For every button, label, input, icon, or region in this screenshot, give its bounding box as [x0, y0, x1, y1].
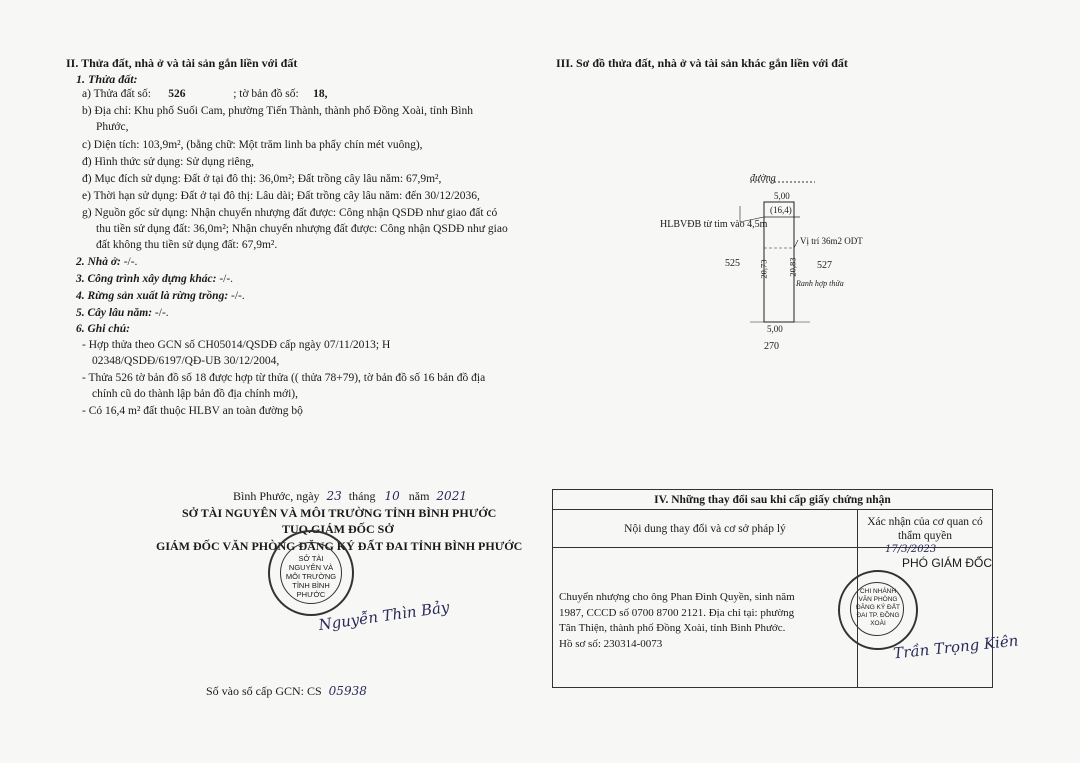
bottom-neighbor: 270: [764, 341, 779, 352]
usage-form-line: đ) Hình thức sử dụng: Sử dụng riêng,: [82, 156, 255, 168]
issue-date: Bình Phước, ngày 23 tháng 10 năm 2021: [233, 489, 467, 503]
org-name: SỞ TÀI NGUYÊN VÀ MÔI TRƯỜNG TỈNH BÌNH PHƯỚC: [182, 506, 497, 520]
left-side-length: 20,73: [758, 259, 769, 279]
origin-line: g) Nguồn gốc sử dụng: Nhận chuyển nhượng đất được: Công nhận QSDĐ như giao đất có: [82, 207, 498, 219]
official-stamp: SỞ TÀI NGUYÊN VÀ MÔI TRƯỜNG TỈNH BÌNH PHƯỚC: [268, 530, 354, 616]
confirm-date: 17/3/2023: [885, 544, 937, 555]
address-line-2: Phước,: [96, 121, 129, 133]
merge-note: Ranh hợp thửa: [796, 279, 844, 288]
parcel-number: 526: [168, 88, 186, 100]
parcel-line: a) Thửa đất số: 526 ; tờ bản đồ số: 18,: [82, 88, 328, 100]
origin-line-2: thu tiền sử dụng đất: 36,0m²; Nhận chuyển nhượng đất được: Công nhận QSDĐ như giao: [96, 223, 508, 235]
notes-title: 6. Ghi chú:: [76, 323, 130, 335]
area-line: c) Diện tích: 103,9m², (bằng chữ: Một trăm linh ba phẩy chín mét vuông),: [82, 139, 423, 151]
tuq-title: TUQ.GIÁM ĐỐC SỞ: [282, 522, 394, 536]
change-entry: Chuyển nhượng cho ông Phan Đình Quyền, sinh năm 1987, CCCD số 0700 8700 2121. Địa chỉ tại: phường Tân Thiện, thành phố Đồng Xoài, tỉnh Bình Phước. Hồ sơ số: 230314-0073: [553, 548, 858, 688]
hlbv-note: HLBVĐB từ tim vào 4,5m: [660, 219, 768, 230]
confirm-signer: Trần Trọng Kiên: [892, 631, 1020, 663]
origin-line-3: đất không thu tiền sử dụng đất: 67,9m².: [96, 239, 278, 251]
note-2-cont: chính cũ do thành lập bản đồ địa chính mới),: [92, 388, 299, 400]
signer-name: Nguyễn Thìn Bảy: [317, 597, 451, 635]
note-1-cont: 02348/QSDĐ/6197/QĐ-UB 30/12/2004,: [92, 355, 280, 367]
note-1: - Hợp thửa theo GCN số CH05014/QSDĐ cấp ngày 07/11/2013; H: [82, 339, 391, 351]
left-neighbor: 525: [725, 258, 740, 269]
right-side-length: 20,83: [787, 257, 798, 277]
right-neighbor: 527: [817, 260, 832, 271]
changes-col-confirm: Xác nhận của cơ quan có thẩm quyền: [858, 510, 993, 548]
director-title: GIÁM ĐỐC VĂN PHÒNG ĐĂNG KÝ ĐẤT ĐAI TỈNH BÌNH PHƯỚC: [156, 539, 523, 553]
hlbv-area: (16,4): [770, 205, 792, 215]
usage-purpose-line: đ) Mục đích sử dụng: Đất ở tại đô thị: 36,0m²; Đất trồng cây lâu năm: 67,9m²,: [82, 173, 442, 185]
register-number: Số vào sổ cấp GCN: CS 05938: [206, 684, 367, 698]
sheet-number: 18,: [313, 88, 328, 100]
note-2: - Thửa 526 tờ bản đồ số 18 được hợp từ thửa (( thửa 78+79), tờ bản đồ số 16 bản đồ địa: [82, 372, 486, 384]
perennial-item: 5. Cây lâu năm: -/-.: [76, 307, 169, 319]
forest-item: 4. Rừng sản xuất là rừng trồng: -/-.: [76, 290, 245, 302]
address-line: b) Địa chỉ: Khu phố Suối Cam, phường Tiến Thành, thành phố Đồng Xoài, tỉnh Bình: [82, 105, 473, 117]
house-item: 2. Nhà ở: -/-.: [76, 256, 138, 268]
top-width: 5,00: [774, 191, 790, 201]
changes-title: IV. Những thay đổi sau khi cấp giấy chứng nhận: [553, 490, 993, 510]
odt-note: Vị trí 36m2 ODT: [800, 236, 863, 246]
branch-stamp: CHI NHÁNH VĂN PHÒNG ĐĂNG KÝ ĐẤT ĐAI TP. ĐỒNG XOÀI: [838, 570, 918, 650]
note-3: - Có 16,4 m² đất thuộc HLBV an toàn đường bộ: [82, 405, 303, 417]
usage-term-line: e) Thời hạn sử dụng: Đất ở tại đô thị: Lâu dài; Đất trồng cây lâu năm: đến 30/12/2036,: [82, 190, 480, 202]
land-title: 1. Thửa đất:: [76, 72, 138, 86]
road-label: đường: [750, 173, 776, 184]
bottom-width: 5,00: [767, 324, 783, 334]
section-ii-title: II. Thửa đất, nhà ở và tài sản gắn liền với đất: [66, 56, 298, 70]
section-iii-title: III. Sơ đồ thửa đất, nhà ở và tài sản khác gắn liền với đất: [556, 56, 848, 70]
changes-col-content: Nội dung thay đổi và cơ sở pháp lý: [553, 510, 858, 548]
confirm-title: PHÓ GIÁM ĐỐC: [902, 556, 993, 570]
construction-item: 3. Công trình xây dựng khác: -/-.: [76, 273, 234, 285]
